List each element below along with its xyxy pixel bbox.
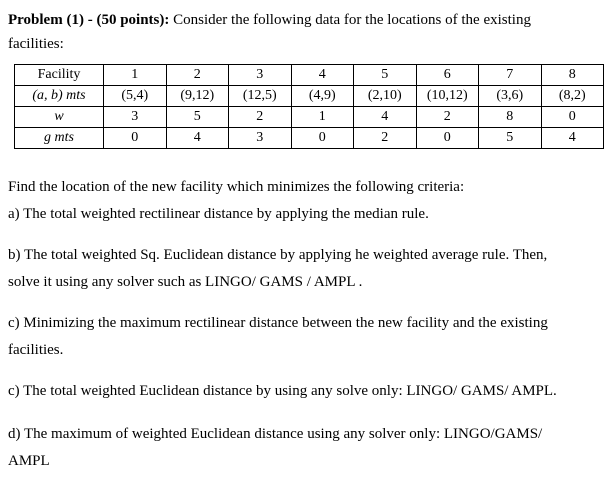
criterion-a: a) The total weighted rectilinear distance by applying the median rule. <box>8 206 429 222</box>
table-cell: 4 <box>166 128 229 149</box>
criterion-c-line-2: facilities. <box>8 342 64 358</box>
table-cell: 0 <box>416 128 479 149</box>
table-cell: 5 <box>479 128 542 149</box>
table-cell: 2 <box>416 107 479 128</box>
table-cell: 0 <box>291 128 354 149</box>
table-cell: 8 <box>479 107 542 128</box>
criterion-b-line-2: solve it using any solver such as LINGO/ GAMS / AMPL . <box>8 274 363 290</box>
problem-heading <box>8 6 608 34</box>
problem-title-bold: Problem (1) - (50 points): <box>8 12 170 28</box>
table-cell: 5 <box>166 107 229 128</box>
table-cell: 4 <box>354 107 417 128</box>
table-row-facility <box>15 65 604 86</box>
table-cell: 5 <box>354 65 417 86</box>
problem-title-continuation: facilities: <box>8 36 64 52</box>
row-header-facility: Facility <box>15 65 104 86</box>
table-cell: 4 <box>541 128 604 149</box>
table-cell: 6 <box>416 65 479 86</box>
row-header-g <box>15 128 104 149</box>
criterion-d-line-2: AMPL <box>8 453 50 469</box>
table-cell: 7 <box>479 65 542 86</box>
row-header-g-text: g mts <box>44 130 74 145</box>
criterion-c-euclidean: c) The total weighted Euclidean distance by using any solve only: LINGO/ GAMS/ AMPL. <box>8 383 557 399</box>
row-header-weight <box>15 107 104 128</box>
criterion-c-line-1: c) Minimizing the maximum rectilinear distance between the new facility and the existing <box>8 315 548 331</box>
table-cell: 4 <box>291 65 354 86</box>
table-cell: (12,5) <box>229 86 292 107</box>
table-cell: (3,6) <box>479 86 542 107</box>
criterion-c <box>8 310 608 364</box>
table-row-weight <box>15 107 604 128</box>
table-cell: 0 <box>104 128 167 149</box>
table-cell: 2 <box>166 65 229 86</box>
table-cell: 2 <box>229 107 292 128</box>
criterion-b-line-1: b) The total weighted Sq. Euclidean distance by applying he weighted average rule. Then, <box>8 247 548 263</box>
row-header-coordinates <box>15 86 104 107</box>
table-cell: (10,12) <box>416 86 479 107</box>
criterion-d <box>8 421 608 475</box>
table-row-g <box>15 128 604 149</box>
criterion-b <box>8 242 608 296</box>
criteria-intro: Find the location of the new facility which minimizes the following criteria: <box>8 179 465 195</box>
problem-title-rest: Consider the following data for the locations of the existing <box>169 12 531 28</box>
table-cell: (9,12) <box>166 86 229 107</box>
table-cell: (8,2) <box>541 86 604 107</box>
row-header-weight-text: w <box>54 109 64 124</box>
table-cell: 1 <box>291 107 354 128</box>
table-cell: (4,9) <box>291 86 354 107</box>
table-cell: (5,4) <box>104 86 167 107</box>
row-header-coordinates-text: (a, b) mts <box>32 88 86 103</box>
table-cell: 3 <box>104 107 167 128</box>
table-row-coordinates <box>15 86 604 107</box>
table-cell: 1 <box>104 65 167 86</box>
table-cell: 3 <box>229 65 292 86</box>
table-cell: 0 <box>541 107 604 128</box>
table-cell: (2,10) <box>354 86 417 107</box>
criterion-d-line-1: d) The maximum of weighted Euclidean distance using any solver only: LINGO/GAMS/ <box>8 426 543 442</box>
table-cell: 8 <box>541 65 604 86</box>
facility-data-table <box>14 64 604 149</box>
table-cell: 2 <box>354 128 417 149</box>
table-cell: 3 <box>229 128 292 149</box>
